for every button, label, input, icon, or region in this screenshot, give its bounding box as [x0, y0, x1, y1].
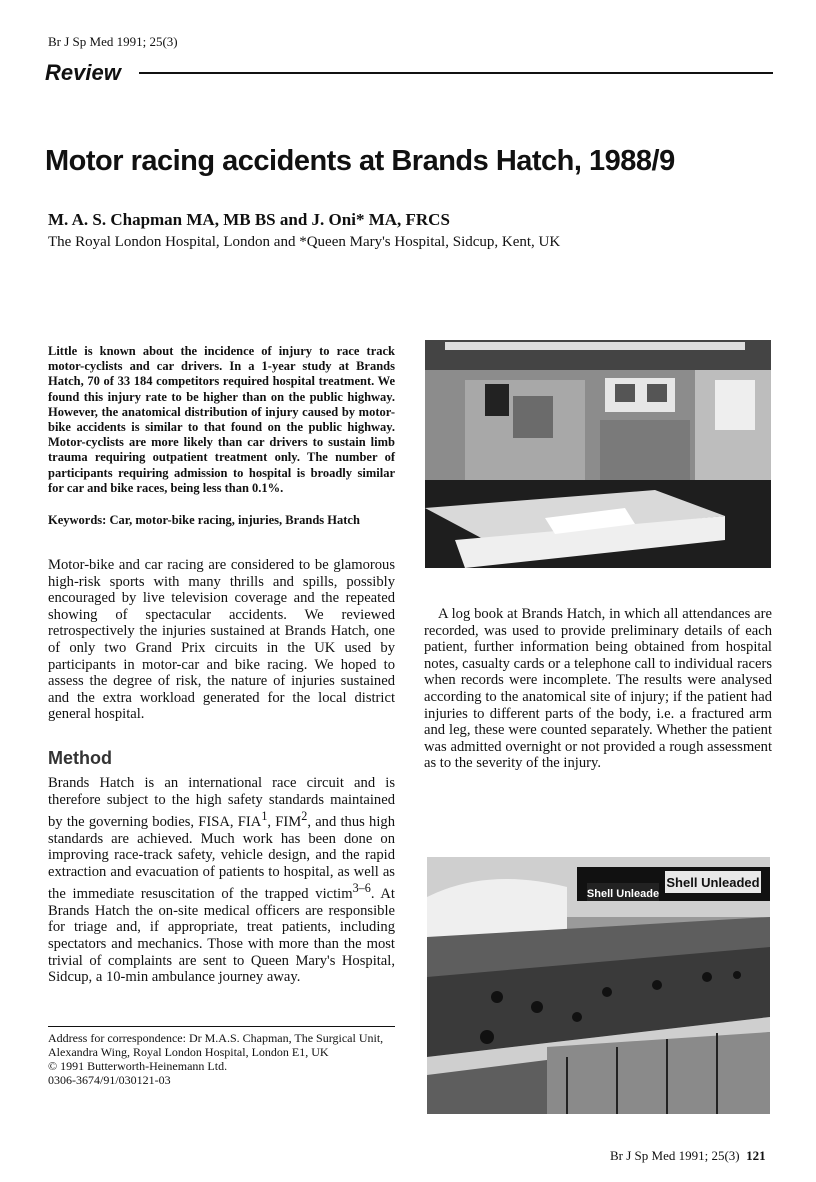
section-label: Review	[45, 60, 121, 85]
sign-shell-unleaded: Shell Unleaded	[666, 875, 760, 890]
ref-sup-1: 1	[261, 809, 268, 824]
footnote-rule	[48, 1026, 395, 1027]
method-paragraph	[48, 775, 395, 986]
authors: M. A. S. Chapman MA, MB BS and J. Oni* MA, FRCS	[48, 210, 450, 229]
intro-paragraph: Motor-bike and car racing are considered to be glamorous high-risk sports with many thrills and spills, possibly encouraged by live television coverage and the repeated showing of spectacular accidents. We reviewed retrospectively the injuries sustained at Brands Hatch, one of only two Grand Prix circuits in the UK used by participants in motor-car and bike racing. We hoped to assess the degree of risk, the nature of injuries sustained and the extra workload generated for the local district general hospital.	[48, 557, 395, 723]
copyright-block	[48, 1060, 227, 1087]
sign-shell-unleade: Shell Unleade	[586, 888, 660, 900]
method-text-1: Brands Hatch is an international race circuit and is therefore subject to the high safety standards maintained by the governing bodies, FISA, FIA	[48, 775, 395, 831]
section-row	[45, 60, 773, 90]
method-heading: Method	[48, 748, 112, 768]
affiliation: The Royal London Hospital, London and *Queen Mary's Hospital, Sidcup, Kent, UK	[48, 234, 561, 250]
method-text-2: , FIM	[267, 814, 302, 831]
page-number: 121	[746, 1148, 766, 1163]
ref-sup-3: 3–6	[352, 881, 371, 896]
section-rule	[139, 72, 773, 74]
copyright-line: © 1991 Butterworth-Heinemann Ltd.	[48, 1059, 228, 1073]
method-text-4: . At Brands Hatch the on-site medical officers are responsible for triage and, if appropriate, treat patients, including spectators and mechanics. Those with more than the most trivial of complaints are sent to Queen Mary's Hospital, Sidcup, a 10-min ambulance journey away.	[48, 886, 395, 986]
medical-room-photo	[425, 340, 771, 568]
results-paragraph: A log book at Brands Hatch, in which all attendances are recorded, was used to provide preliminary details of each patient, further information being obtained from hospital notes, casualty cards or a telephone call to individual racers when records were incomplete. The results were analysed according to the anatomical site of injury; if the patient had injuries to different parts of the body, i.e. a fractured arm and leg, these were counted separately. Whether the patient was admitted overnight or not provided a rough assessment as to the severity of the injury.	[424, 606, 772, 772]
keywords: Keywords: Car, motor-bike racing, injuries, Brands Hatch	[48, 513, 360, 527]
footer-journal: Br J Sp Med 1991; 25(3)	[610, 1148, 740, 1163]
page-footer	[610, 1148, 766, 1164]
ref-sup-2: 2	[301, 809, 308, 824]
race-track-photo	[427, 857, 770, 1114]
running-header: Br J Sp Med 1991; 25(3)	[48, 34, 178, 49]
method-text-3: , and thus high standards are achieved. Much work has been done on improving race-track safety, vehicle design, and the rapid extraction and evacuation of patients to hospital, as well as the immediate resuscitation of the trapped victim	[48, 814, 396, 903]
issn-line: 0306-3674/91/030121-03	[48, 1072, 171, 1087]
article-title: Motor racing accidents at Brands Hatch, 1988/9	[45, 145, 675, 177]
abstract: Little is known about the incidence of injury to race track motor-cyclists and car drivers. In a 1-year study at Brands Hatch, 70 of 33 184 competitors required hospital treatment. We found this injury rate to be higher than on the public highway. However, the anatomical distribution of injury caused by motor-bike accidents is similar to that found on the public highway. Motor-cyclists are more likely than car drivers to sustain limb trauma requiring outpatient treatment only. The number of participants requiring admission to hospital is broadly similar for car and bike races, being less than 0.1%.	[48, 344, 395, 495]
correspondence-address: Address for correspondence: Dr M.A.S. Chapman, The Surgical Unit, Alexandra Wing, Royal London Hospital, London E1, UK	[48, 1031, 384, 1059]
